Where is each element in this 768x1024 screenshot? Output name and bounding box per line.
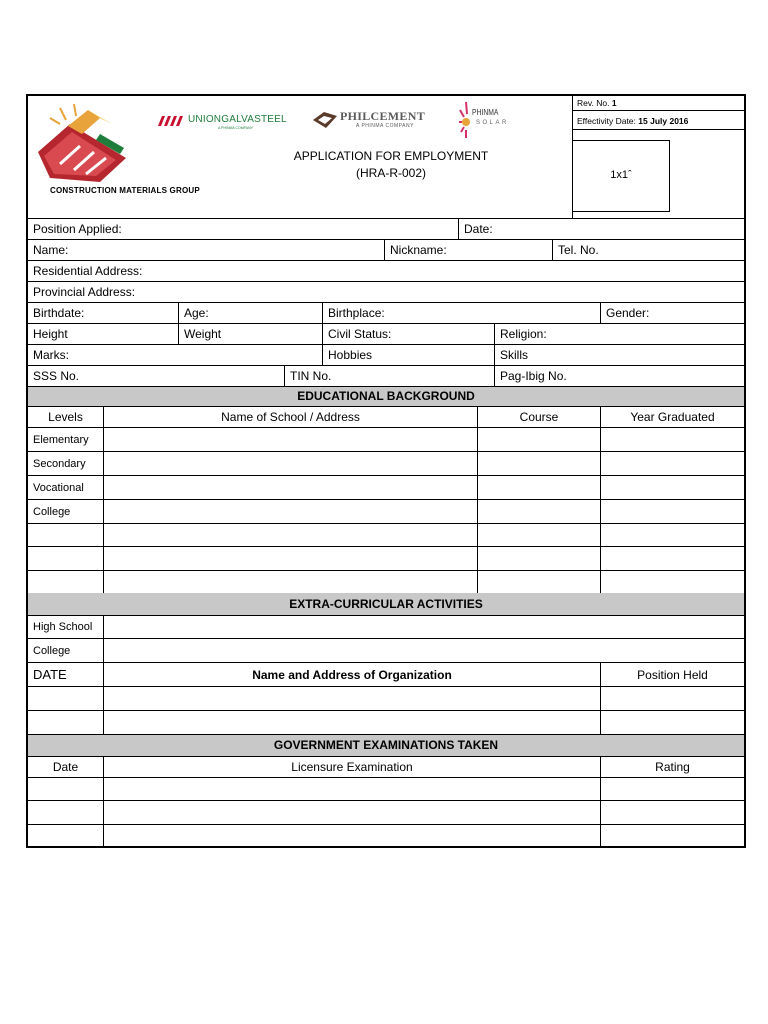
extracurricular-header: EXTRA-CURRICULAR ACTIVITIES <box>28 593 744 616</box>
high-school-activities-field[interactable] <box>103 616 744 638</box>
form-code: (HRA-R-002) <box>355 166 426 180</box>
union-galvasteel-wordmark: UNIONGALVASTEEL <box>188 114 287 125</box>
school-name-cell[interactable] <box>103 547 477 570</box>
row-ids <box>28 366 744 387</box>
education-level-cell <box>28 571 103 593</box>
phinma-solar-logo <box>458 98 518 140</box>
marks-field[interactable]: Marks: <box>33 348 69 362</box>
education-level-cell: Secondary <box>33 458 86 470</box>
row-position-date <box>28 219 744 240</box>
union-galvasteel-subtitle: A PHINMA COMPANY <box>218 126 253 130</box>
phinma-solar-sun-icon <box>458 100 472 140</box>
school-name-cell[interactable] <box>103 452 477 475</box>
row-birth <box>28 303 744 324</box>
form-header <box>28 96 744 219</box>
education-column-headers <box>28 407 744 428</box>
row-high-school-activities <box>28 616 744 639</box>
school-name-cell[interactable] <box>103 476 477 499</box>
org-position-cell[interactable] <box>600 711 744 734</box>
col-licensure-exam: Licensure Examination <box>103 757 600 777</box>
education-row <box>28 571 744 594</box>
education-row <box>28 500 744 524</box>
education-row <box>28 476 744 500</box>
row-provincial <box>28 282 744 303</box>
education-level-cell <box>28 524 103 546</box>
education-level-cell: College <box>33 506 71 518</box>
row-college-activities <box>28 639 744 663</box>
civil-status-field[interactable]: Civil Status: <box>322 324 494 344</box>
year-graduated-cell[interactable] <box>600 547 744 570</box>
religion-field[interactable]: Religion: <box>494 324 744 344</box>
birthplace-field[interactable]: Birthplace: <box>322 303 600 323</box>
effectivity-date: Effectivity Date: 15 July 2016 <box>573 110 745 130</box>
employment-application-form <box>26 94 746 848</box>
year-graduated-cell[interactable] <box>600 524 744 546</box>
education-level-cell: Elementary <box>33 434 89 446</box>
birthdate-field[interactable]: Birthdate: <box>33 306 85 320</box>
education-level-cell: Vocational <box>33 482 84 494</box>
col-school: Name of School / Address <box>103 407 477 427</box>
photo-box-1x1[interactable] <box>572 140 670 212</box>
date-field[interactable]: Date: <box>458 219 744 239</box>
org-position-cell[interactable] <box>600 687 744 710</box>
col-date: DATE <box>33 667 67 682</box>
high-school-label: High School <box>33 621 93 633</box>
name-field[interactable]: Name: <box>33 243 69 257</box>
weight-field[interactable]: Weight <box>178 324 322 344</box>
school-name-cell[interactable] <box>103 428 477 451</box>
year-graduated-cell[interactable] <box>600 500 744 523</box>
college-activities-label: College <box>33 645 71 657</box>
sss-no-field[interactable]: SSS No. <box>33 369 80 383</box>
organization-row <box>28 687 744 711</box>
education-row <box>28 452 744 476</box>
exam-name-cell[interactable] <box>103 778 600 800</box>
education-level-cell <box>28 547 103 570</box>
hobbies-field[interactable]: Hobbies <box>322 345 494 365</box>
exam-rating-cell[interactable] <box>600 778 744 800</box>
age-field[interactable]: Age: <box>178 303 322 323</box>
org-date-cell[interactable] <box>28 687 103 710</box>
course-cell[interactable] <box>477 571 600 593</box>
course-cell[interactable] <box>477 476 600 499</box>
col-course: Course <box>477 407 600 427</box>
exam-date-cell[interactable] <box>28 778 103 800</box>
revision-number: Rev. No. 1 <box>577 98 617 108</box>
construction-materials-group-logo <box>30 104 132 184</box>
school-name-cell[interactable] <box>103 524 477 546</box>
row-residential <box>28 261 744 282</box>
exam-rating-cell[interactable] <box>600 825 744 846</box>
phinma-solar-bottom-text: SOLAR <box>476 120 509 126</box>
provincial-address-field[interactable]: Provincial Address: <box>33 285 136 299</box>
philcement-logo <box>312 106 456 132</box>
course-cell[interactable] <box>477 428 600 451</box>
year-graduated-cell[interactable] <box>600 452 744 475</box>
exam-rating-cell[interactable] <box>600 801 744 824</box>
exam-date-cell[interactable] <box>28 825 103 846</box>
col-exam-date: Date <box>52 760 79 774</box>
col-organization: Name and Address of Organization <box>103 663 600 686</box>
education-row <box>28 428 744 452</box>
height-field[interactable]: Height <box>33 327 68 341</box>
row-name <box>28 240 744 261</box>
position-applied-field[interactable]: Position Applied: <box>33 222 122 236</box>
photo-box-label: 1x1ˆ <box>610 169 632 181</box>
philcement-subtitle: A PHINMA COMPANY <box>356 123 414 129</box>
course-cell[interactable] <box>477 547 600 570</box>
row-physical <box>28 324 744 345</box>
exam-date-cell[interactable] <box>28 801 103 824</box>
form-title <box>278 148 504 182</box>
philcement-emblem-icon <box>312 111 338 129</box>
org-date-cell[interactable] <box>28 711 103 734</box>
revision-value: 1 <box>611 98 617 108</box>
form-title-line1: APPLICATION FOR EMPLOYMENT <box>293 149 489 163</box>
college-activities-field[interactable] <box>103 639 744 662</box>
col-levels: Levels <box>48 410 83 424</box>
course-cell[interactable] <box>477 452 600 475</box>
tin-no-field[interactable]: TIN No. <box>284 366 494 386</box>
effectivity-value: 15 July 2016 <box>638 116 689 126</box>
school-name-cell[interactable] <box>103 571 477 593</box>
phinma-solar-top-text: PHINMA <box>472 108 499 117</box>
year-graduated-cell[interactable] <box>600 476 744 499</box>
col-rating: Rating <box>600 757 744 777</box>
group-name: CONSTRUCTION MATERIALS GROUP <box>50 186 200 195</box>
exam-name-cell[interactable] <box>103 801 600 824</box>
organization-row <box>28 711 744 735</box>
government-examinations-header: GOVERNMENT EXAMINATIONS TAKEN <box>28 735 744 757</box>
course-cell[interactable] <box>477 524 600 546</box>
col-position-held: Position Held <box>600 663 744 686</box>
school-name-cell[interactable] <box>103 500 477 523</box>
col-year-graduated: Year Graduated <box>600 407 744 427</box>
gender-field[interactable]: Gender: <box>600 303 744 323</box>
exam-column-headers <box>28 757 744 778</box>
tel-no-field[interactable]: Tel. No. <box>552 240 744 260</box>
philcement-wordmark: PHILCEMENT <box>340 109 426 123</box>
org-name-cell[interactable] <box>103 711 600 734</box>
year-graduated-cell[interactable] <box>600 428 744 451</box>
pag-ibig-no-field[interactable]: Pag-Ibig No. <box>494 366 744 386</box>
union-galvasteel-stripes-icon <box>156 116 186 126</box>
educational-background-header: EDUCATIONAL BACKGROUND <box>28 387 744 407</box>
row-marks <box>28 345 744 366</box>
education-row <box>28 547 744 571</box>
nickname-field[interactable]: Nickname: <box>384 240 552 260</box>
exam-name-cell[interactable] <box>103 825 600 846</box>
organization-column-headers <box>28 663 744 687</box>
education-row <box>28 524 744 547</box>
skills-field[interactable]: Skills <box>494 345 744 365</box>
course-cell[interactable] <box>477 500 600 523</box>
exam-row <box>28 801 744 825</box>
exam-row <box>28 825 744 846</box>
org-name-cell[interactable] <box>103 687 600 710</box>
exam-row <box>28 778 744 801</box>
year-graduated-cell[interactable] <box>600 571 744 593</box>
residential-address-field[interactable]: Residential Address: <box>33 264 143 278</box>
union-galvasteel-logo <box>156 113 296 129</box>
